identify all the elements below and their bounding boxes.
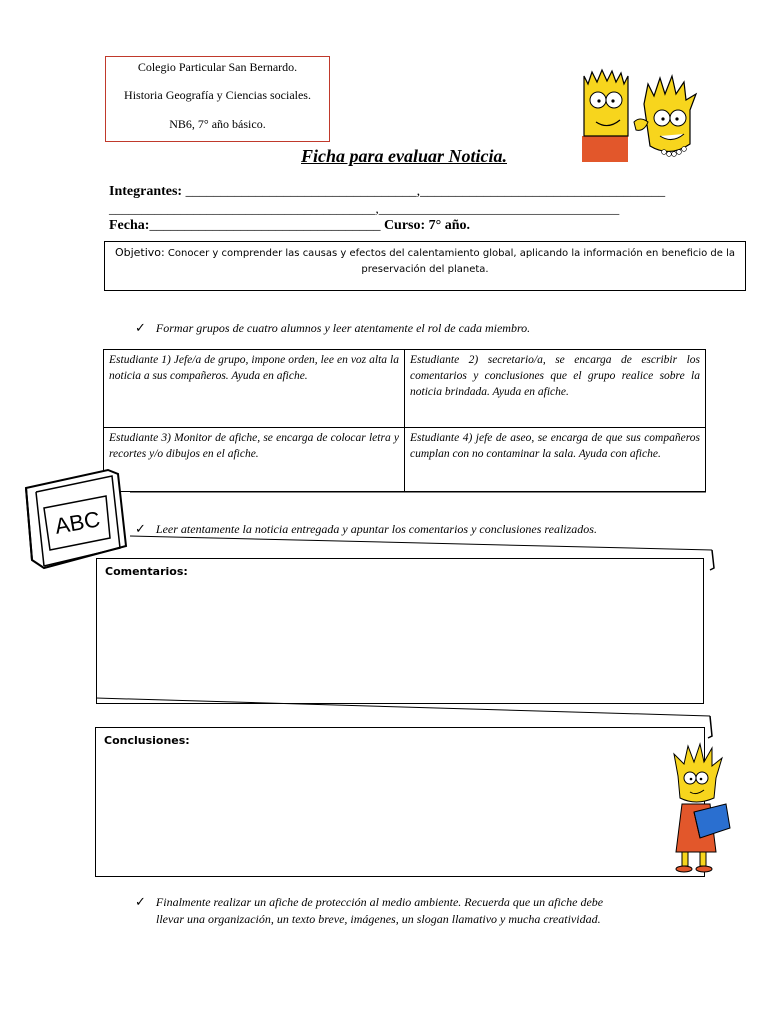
instruction-step-3 [135, 893, 603, 928]
role-cell-2: Estudiante 2) secretario/a, se encarga de escribir los comentarios y conclusiones que el grupo realice sobre la noticia brindada. Ayuda en afiche. [405, 350, 706, 428]
objective-text-1: Conocer y comprender las causas y efectos del calentamiento global, aplicando la información en beneficio de la [167, 248, 736, 259]
comentarios-label: Comentarios: [105, 565, 188, 578]
book-abc-label: ABC [52, 506, 102, 539]
step-3-text-2: llevar una organización, un texto breve, imágenes, un slogan llamativo y mucha creatividad. [156, 912, 601, 926]
checkmark-icon: ✓ [135, 521, 146, 536]
comentarios-box[interactable] [96, 558, 704, 704]
integrantes-blank-2: _________________________________________,_____________________________________ [109, 201, 620, 216]
checkmark-icon: ✓ [135, 320, 146, 335]
objective-text-2: preservación del planeta. [361, 264, 489, 275]
school-header-box [105, 56, 330, 142]
checkmark-icon: ✓ [135, 894, 146, 909]
curso-text: Curso: 7° año. [383, 218, 471, 233]
integrantes-row [109, 184, 665, 200]
role-cell-1: Estudiante 1) Jefe/a de grupo, impone orden, lee en voz alta la noticia a sus compañeros. Ayuda en afiche. [104, 350, 405, 428]
fecha-row [109, 218, 470, 234]
step-2-text: Leer atentamente la noticia entregada y apuntar los comentarios y conclusiones realizados. [155, 522, 597, 536]
integrantes-label: Integrantes: [109, 184, 183, 199]
conclusiones-box[interactable] [95, 727, 705, 877]
subject-name: Historia Geografía y Ciencias sociales. [124, 88, 311, 102]
lisa-reading-illustration [664, 742, 734, 876]
objective-label: Objetivo: [114, 246, 165, 259]
abc-book-illustration [22, 464, 134, 572]
instruction-step-1 [135, 320, 530, 336]
step-1-text: Formar grupos de cuatro alumnos y leer atentamente el rol de cada miembro. [155, 321, 531, 335]
roles-table [103, 349, 706, 492]
fecha-blank: _________________________________ [149, 218, 381, 233]
step-3-text-1: Finalmente realizar un afiche de protección al medio ambiente. Recuerda que un afiche debe [155, 895, 604, 909]
fecha-label: Fecha: [109, 218, 150, 233]
integrantes-blank-1: _________________________________,___________________________________ [185, 184, 666, 199]
role-cell-3: Estudiante 3) Monitor de afiche, se encarga de colocar letra y recortes y/o dibujos en el afiche. [104, 428, 405, 492]
objective-box [104, 241, 746, 291]
grade-level: NB6, 7° año básico. [169, 117, 266, 131]
instruction-step-2 [135, 521, 597, 537]
conclusiones-label: Conclusiones: [104, 734, 190, 747]
page-title: Ficha para evaluar Noticia. [301, 146, 507, 166]
role-cell-4: Estudiante 4) jefe de aseo, se encarga de que sus compañeros cumplan con no contaminar la sala. Ayuda con afiche. [405, 428, 706, 492]
school-name: Colegio Particular San Bernardo. [137, 60, 298, 74]
